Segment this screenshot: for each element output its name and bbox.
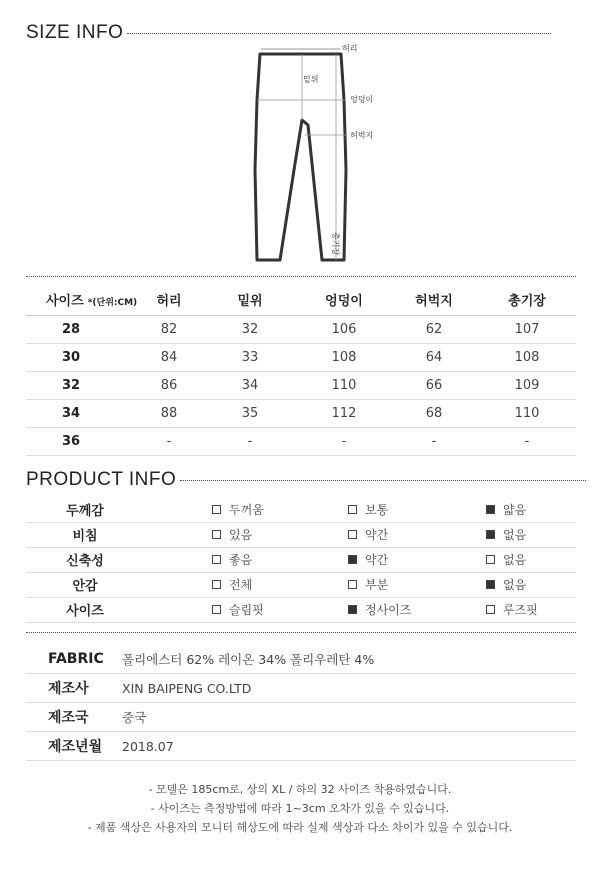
fabric-info	[26, 645, 576, 761]
unchecked-box-icon	[212, 530, 221, 539]
unchecked-box-icon	[348, 505, 357, 514]
table-cell: 108	[298, 343, 390, 371]
option-cell	[212, 522, 348, 547]
checked-box-icon	[486, 505, 495, 514]
product-info-row	[26, 497, 576, 522]
option-label: 슬림핏	[229, 603, 264, 617]
option-cell	[486, 547, 576, 572]
unchecked-box-icon	[486, 555, 495, 564]
column-header: 밑위	[202, 285, 298, 315]
table-cell: 66	[390, 371, 478, 399]
unchecked-box-icon	[212, 605, 221, 614]
option-label: 약간	[365, 553, 389, 567]
table-cell: -	[202, 427, 298, 455]
note-text: - 제품 색상은 사용자의 모니터 해상도에 따라 실제 색상과 다소 차이가 있을 수 있습니다.	[87, 821, 513, 834]
rise-label: 밑위	[303, 75, 319, 84]
table-row	[26, 427, 576, 455]
option-cell	[348, 597, 486, 622]
unchecked-box-icon	[348, 530, 357, 539]
product-info-header	[26, 469, 586, 491]
spacer-cell	[144, 597, 212, 622]
length-label: 총기장	[331, 232, 340, 256]
option-label: 약간	[365, 528, 389, 542]
product-info-row	[26, 547, 576, 572]
option-label: 보통	[365, 502, 389, 517]
product-info-row	[26, 597, 576, 622]
product-info-row	[26, 522, 576, 547]
product-info-row	[26, 572, 576, 597]
product-info-title: PRODUCT INFO	[26, 469, 177, 490]
option-cell	[212, 547, 348, 572]
option-cell	[212, 597, 348, 622]
checked-box-icon	[486, 580, 495, 589]
option-label: 있음	[229, 528, 253, 542]
table-cell: 84	[136, 343, 202, 371]
table-row	[26, 371, 576, 399]
product-info-table	[26, 497, 576, 623]
size-table	[26, 285, 576, 456]
option-cell	[212, 572, 348, 597]
option-label: 얇음	[503, 502, 527, 517]
size-cell: 36	[26, 427, 136, 455]
product-info-label: 안감	[26, 572, 144, 597]
option-label: 좋음	[229, 553, 253, 567]
table-row	[26, 315, 576, 343]
country-label: 제조국	[48, 710, 89, 726]
manufacturer-value: XIN BAIPENG CO.LTD	[122, 680, 252, 696]
table-cell: 86	[136, 371, 202, 399]
spacer-cell	[144, 547, 212, 572]
unit-label: *(단위:CM)	[87, 298, 138, 309]
option-cell	[486, 522, 576, 547]
table-row	[26, 343, 576, 371]
table-cell: 62	[390, 315, 478, 343]
spacer-cell	[144, 497, 212, 522]
table-row	[26, 399, 576, 427]
header-dotted-line	[180, 480, 586, 481]
unchecked-box-icon	[486, 605, 495, 614]
option-cell	[348, 497, 486, 522]
header-dotted-line	[127, 33, 551, 34]
option-cell	[486, 497, 576, 522]
unchecked-box-icon	[212, 580, 221, 589]
manufacture-date-label: 제조년월	[48, 739, 103, 755]
table-cell: -	[298, 427, 390, 455]
table-cell: 106	[298, 315, 390, 343]
manufacturer-label: 제조사	[48, 681, 89, 697]
option-label: 없음	[503, 553, 527, 567]
table-cell: -	[478, 427, 576, 455]
column-header: 엉덩이	[298, 285, 390, 315]
unchecked-box-icon	[348, 580, 357, 589]
size-info-title: SIZE INFO	[26, 22, 124, 43]
checked-box-icon	[486, 530, 495, 539]
option-cell	[348, 572, 486, 597]
size-cell: 34	[26, 399, 136, 427]
unchecked-box-icon	[212, 555, 221, 564]
table-cell: 112	[298, 399, 390, 427]
fabric-label: FABRIC	[48, 651, 104, 667]
option-label: 정사이즈	[365, 603, 412, 617]
option-cell	[348, 522, 486, 547]
option-cell	[486, 597, 576, 622]
notes	[0, 780, 600, 837]
table-cell: 82	[136, 315, 202, 343]
pants-measurement-diagram	[244, 40, 384, 268]
table-cell: 68	[390, 399, 478, 427]
product-info-label: 사이즈	[26, 597, 144, 622]
table-cell: 88	[136, 399, 202, 427]
fabric-value: 폴리에스터 62% 레이온 34% 폴리우레탄 4%	[122, 652, 375, 667]
option-cell	[348, 547, 486, 572]
table-cell: 34	[202, 371, 298, 399]
option-label: 부분	[365, 578, 389, 592]
table-cell: 33	[202, 343, 298, 371]
table-cell: 109	[478, 371, 576, 399]
table-cell: 107	[478, 315, 576, 343]
country-row	[26, 703, 576, 732]
column-header: 허리	[136, 285, 202, 315]
size-table-header-row	[26, 285, 576, 315]
unchecked-box-icon	[212, 505, 221, 514]
table-cell: 64	[390, 343, 478, 371]
note-text: - 사이즈는 측정방법에 따라 1~3cm 오차가 있을 수 있습니다.	[150, 802, 450, 815]
option-label: 루즈핏	[503, 603, 538, 617]
option-label: 전체	[229, 578, 253, 592]
thigh-label: 허벅지	[350, 131, 374, 140]
product-info-label: 신축성	[26, 547, 144, 572]
spacer-cell	[144, 522, 212, 547]
option-label: 없음	[503, 528, 527, 542]
size-cell: 32	[26, 371, 136, 399]
table-cell: 110	[298, 371, 390, 399]
country-value: 중국	[122, 710, 147, 725]
table-cell: -	[136, 427, 202, 455]
checked-box-icon	[348, 555, 357, 564]
manufacture-date-row	[26, 732, 576, 761]
manufacture-date-value: 2018.07	[122, 738, 174, 754]
table-cell: 110	[478, 399, 576, 427]
option-cell	[486, 572, 576, 597]
size-cell: 28	[26, 315, 136, 343]
pants-outline	[255, 54, 346, 260]
table-cell: 35	[202, 399, 298, 427]
option-label: 두꺼움	[229, 502, 264, 517]
column-header: 허벅지	[390, 285, 478, 315]
waist-label: 허리	[342, 44, 358, 53]
section-divider	[26, 276, 576, 277]
option-cell	[212, 497, 348, 522]
spacer-cell	[144, 572, 212, 597]
note-text: - 모델은 185cm로, 상의 XL / 하의 32 사이즈 착용하였습니다.	[148, 783, 452, 796]
column-header: 사이즈 *(단위:CM)	[26, 285, 136, 315]
fabric-row	[26, 645, 576, 674]
product-info-label: 비침	[26, 522, 144, 547]
hip-label: 엉덩이	[350, 95, 374, 104]
section-divider	[26, 632, 576, 633]
manufacturer-row	[26, 674, 576, 703]
checked-box-icon	[348, 605, 357, 614]
column-header: 총기장	[478, 285, 576, 315]
size-cell: 30	[26, 343, 136, 371]
table-cell: 108	[478, 343, 576, 371]
table-cell: 32	[202, 315, 298, 343]
option-label: 없음	[503, 578, 527, 592]
table-cell: -	[390, 427, 478, 455]
product-info-label: 두께감	[26, 497, 144, 522]
